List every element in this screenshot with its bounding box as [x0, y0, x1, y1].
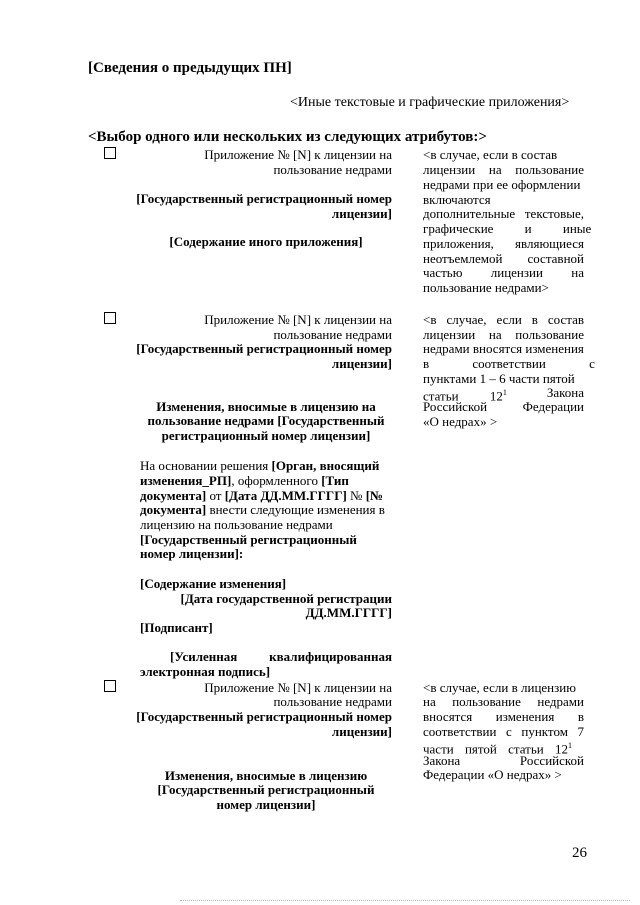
b1-note-line4: включаются [423, 192, 491, 207]
b2-reg-date-line1: [Дата государственной регистрации [180, 591, 392, 606]
b2-changes-title-line2: пользование недрами [Государственный [147, 413, 385, 428]
b2-reg-number-line1: [Государственный регистрационный номер [136, 341, 392, 356]
b2-note-line4: в соответствии с [423, 356, 595, 371]
b1-note-line5: дополнительные текстовые, [423, 206, 584, 221]
checkbox-changes-points-1-6[interactable] [104, 312, 116, 324]
b2-note-line8: «О недрах» > [423, 414, 498, 429]
b1-note-line9: частью лицензии на [423, 265, 584, 280]
b3-note-line2: на пользование недрами [423, 694, 584, 709]
b3-note-line1: <в случае, если в лицензию [423, 680, 576, 695]
b2-note-line6: статьи $12^1$ Закона [423, 385, 584, 404]
b1-appendix-line2: пользование недрами [273, 162, 392, 177]
b3-note-line3: вносятся изменения в [423, 709, 584, 724]
b2-note-line5: пунктами 1 – 6 части пятой [423, 371, 575, 386]
b1-note-line3: недрами при ее оформлении [423, 177, 581, 192]
b3-appendix-line1: Приложение № [N] к лицензии на [204, 680, 392, 695]
bottom-edge-rule [180, 900, 630, 901]
b2-note-line3: недрами вносятся изменения [423, 341, 584, 356]
b1-note-line10: пользование недрами> [423, 280, 549, 295]
b2-changes-title-line3: регистрационный номер лицензии] [161, 428, 371, 443]
b2-reg-number-line2: лицензии] [331, 356, 392, 371]
b2-signer: [Подписант] [140, 620, 213, 635]
checkbox-other-appendix[interactable] [104, 147, 116, 159]
choice-heading: <Выбор одного или нескольких из следующих атрибутов:> [88, 129, 487, 145]
b3-reg-number-line2: лицензии] [331, 724, 392, 739]
b3-reg-number-line1: [Государственный регистрационный номер [136, 709, 392, 724]
b1-reg-number-line1: [Государственный регистрационный номер [136, 191, 392, 206]
page-number: 26 [572, 845, 587, 861]
b2-change-content: [Содержание изменения] [140, 576, 287, 591]
b3-changes-title-line3: номер лицензии] [216, 797, 316, 812]
b2-signature-line2: электронная подпись] [140, 664, 271, 679]
b2-note-line2: лицензии на пользование [423, 327, 584, 342]
b3-changes-title-line2: [Государственный регистрационный [157, 782, 375, 797]
b3-appendix-line2: пользование недрами [273, 694, 392, 709]
b2-appendix-line1: Приложение № [N] к лицензии на [204, 312, 392, 327]
b2-signature-line1: [Усиленная квалифицированная [170, 649, 392, 664]
b3-note-line7: Федерации «О недрах» > [423, 767, 562, 782]
b3-note-line4: соответствии с пунктом 7 [423, 724, 584, 739]
b2-appendix-line2: пользование недрами [273, 327, 392, 342]
b2-decision-line3: документа] от [Дата ДД.ММ.ГГГГ] № [№ [140, 488, 384, 503]
b2-decision-line2: изменения_РП], оформленного [Тип [140, 473, 349, 488]
b3-changes-title-line1: Изменения, вносимые в лицензию [164, 768, 368, 783]
b2-note-line7: Российской Федерации [423, 399, 584, 414]
b1-appendix-line1: Приложение № [N] к лицензии на [204, 147, 392, 162]
b1-note-line6: графические и иные [423, 221, 592, 236]
b2-decision-line7: номер лицензии]: [140, 546, 244, 561]
b1-note-line2: лицензии на пользование [423, 162, 584, 177]
b2-note-line1: <в случае, если в состав [423, 312, 584, 327]
section-heading: [Сведения о предыдущих ПН] [88, 60, 292, 76]
b1-note-line1: <в случае, если в состав [423, 147, 558, 162]
b2-changes-title-line1: Изменения, вносимые в лицензию на [156, 399, 376, 414]
b2-decision-line4: документа] внести следующие изменения в [140, 502, 385, 517]
b1-note-line8: неотъемлемой составной [423, 251, 584, 266]
b2-decision-line1: На основании решения [Орган, вносящий [140, 458, 380, 473]
b1-content-placeholder: [Содержание иного приложения] [169, 234, 363, 249]
b3-note-line5: части пятой статьи $12^1$ [423, 741, 572, 757]
b1-note-line7: приложения, являющиеся [423, 236, 584, 251]
b2-reg-date-line2: ДД.ММ.ГГГГ] [305, 605, 392, 620]
b2-decision-line6: [Государственный регистрационный [140, 532, 357, 547]
b2-decision-line5: лицензию на пользование недрами [140, 517, 333, 532]
subheading: <Иные текстовые и графические приложения> [290, 95, 570, 110]
b3-note-line6: Закона Российской [423, 753, 584, 768]
checkbox-changes-point-7[interactable] [104, 680, 116, 692]
b1-reg-number-line2: лицензии] [331, 206, 392, 221]
